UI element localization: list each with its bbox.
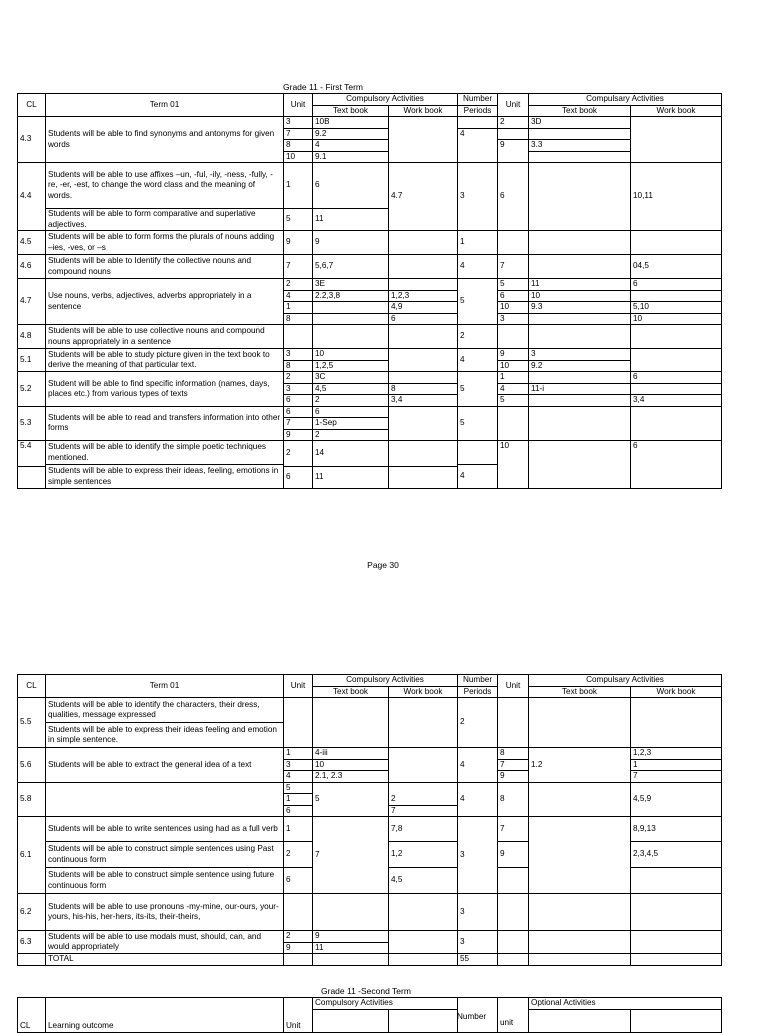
textbook2-cell xyxy=(529,372,631,384)
workbook2-cell: 1 xyxy=(631,759,722,771)
unit2-cell: 9 xyxy=(498,771,529,783)
workbook-cell xyxy=(389,255,458,279)
workbook2-cell: 3,4 xyxy=(631,395,722,407)
header-work-book-2 xyxy=(631,1009,722,1032)
header-text-book: Text book xyxy=(313,686,389,698)
cl-cell xyxy=(18,467,46,489)
header-text-book-2: Text book xyxy=(529,105,631,117)
textbook-cell: 14 xyxy=(313,441,389,467)
unit-cell: 3 xyxy=(284,383,313,395)
unit2-cell xyxy=(498,406,529,441)
unit-cell xyxy=(284,894,313,931)
periods-cell: 4 xyxy=(458,465,498,489)
unit2-cell xyxy=(498,894,529,931)
outcome-cell: Students will be able to express their ideas feeling and emotion in simple sentence. xyxy=(46,723,284,748)
cl-cell: 4.4 xyxy=(18,163,46,231)
total-periods: 55 xyxy=(458,954,498,966)
unit-cell: 2 xyxy=(284,279,313,291)
unit2-cell: 8 xyxy=(498,748,529,760)
unit-cell: 1 xyxy=(284,794,313,806)
cl-cell: 5.1 xyxy=(18,349,46,372)
outcome-cell: Students will be able to form forms the plurals of nouns adding –ies, -ves, or –s xyxy=(46,231,284,255)
outcome-cell: Student will be able to find specific information (names, days, places etc.) from various types of texts xyxy=(46,372,284,407)
workbook-cell: 4,9 xyxy=(389,302,458,314)
header-optional-activities: Optional Activities xyxy=(529,998,722,1010)
workbook-cell: 4.7 xyxy=(389,163,458,231)
cl-cell xyxy=(18,954,46,966)
header-unit: Unit xyxy=(284,998,313,1033)
outcome-cell: Use nouns, verbs, adjectives, adverbs appropriately in a sentence xyxy=(46,279,284,325)
unit2-cell xyxy=(498,931,529,954)
textbook-cell: 11 xyxy=(313,209,389,231)
unit-cell: 1 xyxy=(284,163,313,209)
unit2-cell xyxy=(498,128,529,140)
cl-cell: 5.8 xyxy=(18,782,46,817)
cl-cell: 5.6 xyxy=(18,748,46,783)
header-cl: CL xyxy=(18,998,46,1033)
unit2-cell: 2 xyxy=(498,117,529,129)
cl-cell: 5.4 xyxy=(18,441,46,467)
periods-cell: 1 xyxy=(458,231,498,255)
textbook-cell: 2.1, 2.3 xyxy=(313,771,389,783)
unit-cell xyxy=(284,954,313,966)
unit-cell: 7 xyxy=(284,255,313,279)
workbook2-cell xyxy=(631,349,722,372)
header-cl: CL xyxy=(18,94,46,117)
workbook-cell xyxy=(389,931,458,954)
unit-cell: 9 xyxy=(284,429,313,441)
workbook2-cell: 8,9,13 xyxy=(631,817,722,842)
total-label: TOTAL xyxy=(46,954,284,966)
outcome-cell: Students will be able to construct simple sentences using Past continuous form xyxy=(46,842,284,868)
header-text-book xyxy=(313,1009,389,1032)
periods-cell: 4 xyxy=(458,255,498,279)
unit-cell xyxy=(284,698,313,748)
unit-cell: 3 xyxy=(284,349,313,361)
textbook2-cell: 10 xyxy=(529,290,631,302)
textbook2-cell xyxy=(529,325,631,349)
outcome-cell: Students will be able to use pronouns -my-mine, our-ours, your-yours, his-his, her-hers, its-its, their-theirs, xyxy=(46,894,284,931)
workbook2-cell: 10 xyxy=(631,313,722,325)
cl-cell: 4.3 xyxy=(18,117,46,163)
workbook-cell: 1,2 xyxy=(389,842,458,868)
workbook-cell xyxy=(389,231,458,255)
outcome-cell: Students will be able to write sentences using had as a full verb xyxy=(46,817,284,842)
textbook-cell: 3E xyxy=(313,279,389,291)
unit2-cell: 6 xyxy=(498,290,529,302)
second-term-number-label: Number xyxy=(457,1012,487,1021)
unit-cell: 3 xyxy=(284,759,313,771)
unit2-cell: 6 xyxy=(498,163,529,231)
header-term: Term 01 xyxy=(46,94,284,117)
header-unit-2: Unit xyxy=(498,94,529,117)
unit-cell: 6 xyxy=(284,406,313,418)
workbook2-cell xyxy=(631,290,722,302)
unit-cell: 5 xyxy=(284,782,313,794)
workbook2-cell: 5,10 xyxy=(631,302,722,314)
textbook-cell xyxy=(313,894,389,931)
header-term: Term 01 xyxy=(46,675,284,698)
unit-cell: 7 xyxy=(284,128,313,140)
header-work-book-2: Work book xyxy=(631,105,722,117)
workbook-cell: 4,5 xyxy=(389,868,458,894)
unit2-cell: 10 xyxy=(498,441,529,489)
textbook-cell: 5,6,7 xyxy=(313,255,389,279)
unit-cell: 9 xyxy=(284,942,313,954)
periods-cell: 3 xyxy=(458,163,498,231)
workbook2-cell xyxy=(631,698,722,748)
unit2-cell: 1 xyxy=(498,372,529,384)
workbook-cell: 6 xyxy=(389,313,458,325)
textbook-cell: 9 xyxy=(313,931,389,943)
periods-cell: 2 xyxy=(458,325,498,349)
textbook-cell: 4 xyxy=(313,140,389,152)
cl-cell: 5.5 xyxy=(18,698,46,748)
textbook2-cell xyxy=(529,395,631,407)
outcome-cell xyxy=(46,782,284,817)
periods-cell: 4 xyxy=(458,349,498,372)
unit-cell: 3 xyxy=(284,117,313,129)
textbook2-cell xyxy=(529,255,631,279)
unit2-cell xyxy=(498,325,529,349)
outcome-cell: Students will be able to construct simple sentence using future continuous form xyxy=(46,868,284,894)
unit2-cell xyxy=(498,231,529,255)
workbook-cell xyxy=(389,954,458,966)
header-work-book xyxy=(389,1009,458,1032)
workbook2-cell xyxy=(631,231,722,255)
header-compulsary-activities: Compulsary Activities xyxy=(529,94,722,106)
cl-cell: 4.6 xyxy=(18,255,46,279)
textbook2-cell: 11 xyxy=(529,279,631,291)
cl-cell: 4.5 xyxy=(18,231,46,255)
header-number: Number xyxy=(458,675,498,687)
unit-cell: 4 xyxy=(284,290,313,302)
workbook2-cell: 6 xyxy=(631,441,722,489)
outcome-cell: Students will be able to identify the characters, their dress, qualities, message expressed xyxy=(46,698,284,723)
cl-cell: 4.7 xyxy=(18,279,46,325)
periods-cell: 5 xyxy=(458,372,498,407)
workbook2-cell: 7 xyxy=(631,771,722,783)
textbook2-cell: 11-i xyxy=(529,383,631,395)
header-number: Number xyxy=(458,94,498,106)
textbook-cell: 1-Sep xyxy=(313,418,389,430)
workbook2-cell: 4,5,9 xyxy=(631,782,722,817)
unit2-cell xyxy=(498,868,529,894)
header-text-book: Text book xyxy=(313,105,389,117)
unit-cell: 8 xyxy=(284,140,313,152)
workbook-cell xyxy=(389,279,458,291)
textbook-cell: 5 xyxy=(313,782,389,817)
textbook2-cell: 3 xyxy=(529,349,631,361)
header-work-book: Work book xyxy=(389,686,458,698)
second-term-unit-label: unit xyxy=(500,1018,514,1027)
cl-cell: 6.3 xyxy=(18,931,46,954)
textbook-cell: 2 xyxy=(313,429,389,441)
outcome-cell: Students will be able to use affixes –un, -ful, -ily, -ness, -fully, -re, -er, -est, to change the word class and the meaning of words. xyxy=(46,163,284,209)
textbook2-cell: 3.3 xyxy=(529,140,631,152)
textbook-cell: 3C xyxy=(313,372,389,384)
unit2-cell: 8 xyxy=(498,782,529,817)
workbook-cell: 2 xyxy=(389,782,458,805)
textbook2-cell xyxy=(529,698,631,748)
textbook2-cell: 9.2 xyxy=(529,360,631,372)
workbook-cell xyxy=(389,894,458,931)
workbook2-cell: 1,2,3 xyxy=(631,748,722,760)
workbook2-cell xyxy=(631,954,722,966)
cl-cell: 5.3 xyxy=(18,406,46,441)
unit2-cell: 10 xyxy=(498,360,529,372)
unit-cell: 5 xyxy=(284,209,313,231)
workbook-cell: 3,4 xyxy=(389,395,458,407)
textbook-cell: 7 xyxy=(313,817,389,894)
textbook-cell: 9.1 xyxy=(313,151,389,163)
periods-cell: 4 xyxy=(458,748,498,783)
unit-cell: 2 xyxy=(284,842,313,868)
textbook-cell: 10 xyxy=(313,759,389,771)
workbook-cell: 7,8 xyxy=(389,817,458,842)
header-unit: Unit xyxy=(284,94,313,117)
header-unit-2: Unit xyxy=(498,675,529,698)
textbook2-cell: 3D xyxy=(529,117,631,129)
textbook-cell: 4,5 xyxy=(313,383,389,395)
workbook2-cell: 6 xyxy=(631,372,722,384)
textbook2-cell xyxy=(529,163,631,231)
unit-cell: 1 xyxy=(284,817,313,842)
workbook-cell: 1,2,3 xyxy=(389,290,458,302)
textbook-cell: 11 xyxy=(313,942,389,954)
textbook-cell xyxy=(313,313,389,325)
header-compulsary-activities: Compulsary Activities xyxy=(529,675,722,687)
textbook-cell: 6 xyxy=(313,163,389,209)
workbook2-cell xyxy=(631,325,722,349)
unit-cell: 2 xyxy=(284,931,313,943)
outcome-cell: Students will be able to use modals must, should, can, and would appropriately xyxy=(46,931,284,954)
unit-cell: 6 xyxy=(284,467,313,489)
periods-cell: 3 xyxy=(458,894,498,931)
periods-cell: 2 xyxy=(458,698,498,748)
textbook2-cell xyxy=(529,128,631,140)
header-work-book: Work book xyxy=(389,105,458,117)
outcome-cell: Students will be able to identify the simple poetic techniques mentioned. xyxy=(46,441,284,465)
first-term-table-continued xyxy=(17,674,722,966)
unit-cell: 8 xyxy=(284,360,313,372)
header-unit: Unit xyxy=(284,675,313,698)
unit2-cell: 5 xyxy=(498,395,529,407)
textbook2-cell xyxy=(529,817,631,894)
header-learning-outcome: Learning outcome xyxy=(46,998,284,1033)
periods-cell: 5 xyxy=(458,406,498,441)
workbook-cell xyxy=(389,698,458,748)
textbook-cell: 10B xyxy=(313,117,389,129)
unit2-cell: 10 xyxy=(498,302,529,314)
cl-cell: 4.8 xyxy=(18,325,46,349)
unit-cell: 2 xyxy=(284,441,313,467)
unit2-cell: 9 xyxy=(498,140,529,163)
periods-cell: 3 xyxy=(458,931,498,954)
periods-cell xyxy=(458,117,498,129)
unit2-cell: 7 xyxy=(498,255,529,279)
workbook2-cell xyxy=(631,868,722,894)
textbook-cell xyxy=(313,698,389,748)
workbook-cell xyxy=(389,406,458,441)
header-cl: CL xyxy=(18,675,46,698)
textbook-cell: 11 xyxy=(313,467,389,489)
cl-cell: 6.1 xyxy=(18,817,46,894)
textbook-cell: 6 xyxy=(313,406,389,418)
textbook2-cell xyxy=(529,313,631,325)
textbook2-cell xyxy=(529,441,631,489)
unit-cell: 6 xyxy=(284,868,313,894)
textbook2-cell xyxy=(529,151,631,163)
unit-cell: 7 xyxy=(284,418,313,430)
workbook-cell xyxy=(389,372,458,384)
unit-cell: 2 xyxy=(284,372,313,384)
header-text-book-2: Text book xyxy=(529,686,631,698)
unit-cell: 6 xyxy=(284,395,313,407)
unit-cell: 4 xyxy=(284,771,313,783)
outcome-cell: Students will be able to Identify the collective nouns and compound nouns xyxy=(46,255,284,279)
unit-cell: 10 xyxy=(284,151,313,163)
textbook-cell xyxy=(313,302,389,314)
workbook2-cell xyxy=(631,406,722,441)
header-compulsory-activities: Compulsory Activities xyxy=(313,94,458,106)
second-term-table xyxy=(17,997,722,1033)
textbook2-cell xyxy=(529,954,631,966)
unit2-cell: 9 xyxy=(498,349,529,361)
textbook-cell: 2 xyxy=(313,395,389,407)
textbook-cell: 10 xyxy=(313,349,389,361)
periods-cell: 4 xyxy=(458,128,498,163)
outcome-cell: Students will be able to form comparative and superlative adjectives. xyxy=(46,209,284,231)
unit-cell: 8 xyxy=(284,313,313,325)
unit2-cell: 7 xyxy=(498,759,529,771)
header-text-book-2 xyxy=(529,1009,631,1032)
unit2-cell: 7 xyxy=(498,817,529,842)
grade-title-first-term: Grade 11 - First Term xyxy=(283,82,363,92)
periods-cell xyxy=(458,441,498,465)
workbook-cell xyxy=(389,349,458,372)
unit2-cell xyxy=(498,954,529,966)
textbook2-cell: 1.2 xyxy=(529,748,631,783)
workbook-cell xyxy=(389,748,458,783)
outcome-cell: Students will be able to find synonyms and antonyms for given words xyxy=(46,117,284,163)
grade-title-second-term: Grade 11 -Second Term xyxy=(321,986,411,996)
workbook-cell xyxy=(389,467,458,489)
textbook-cell: 9 xyxy=(313,231,389,255)
outcome-cell: Students will be able to study picture given in the text book to derive the meaning of that particular text. xyxy=(46,349,284,372)
outcome-cell: Students will be able to extract the general idea of a text xyxy=(46,748,284,783)
cl-cell: 5.2 xyxy=(18,372,46,407)
workbook2-cell xyxy=(631,894,722,931)
unit-cell xyxy=(284,325,313,349)
periods-cell: 5 xyxy=(458,279,498,325)
workbook-cell: 8 xyxy=(389,383,458,395)
unit-cell: 1 xyxy=(284,748,313,760)
textbook2-cell xyxy=(529,406,631,441)
unit-cell: 9 xyxy=(284,231,313,255)
textbook-cell: 9.2 xyxy=(313,128,389,140)
unit2-cell xyxy=(498,698,529,748)
unit2-cell: 5 xyxy=(498,279,529,291)
workbook2-cell: 10,11 xyxy=(631,163,722,231)
unit2-cell: 4 xyxy=(498,383,529,395)
textbook-cell: 4-iii xyxy=(313,748,389,760)
workbook2-cell xyxy=(631,383,722,395)
unit2-cell: 3 xyxy=(498,313,529,325)
unit-cell: 6 xyxy=(284,805,313,817)
workbook-cell xyxy=(389,441,458,467)
header-periods: Periods xyxy=(458,105,498,117)
workbook-cell: 7 xyxy=(389,805,458,817)
header-compulsory-activities: Compulsory Activities xyxy=(313,675,458,687)
textbook-cell: 1,2,5 xyxy=(313,360,389,372)
workbook2-cell: 04,5 xyxy=(631,255,722,279)
textbook2-cell: 9.3 xyxy=(529,302,631,314)
outcome-cell: Students will be able to use collective nouns and compound nouns appropriately in a sentence xyxy=(46,325,284,349)
first-term-table xyxy=(17,93,722,489)
textbook2-cell xyxy=(529,231,631,255)
header-periods: Periods xyxy=(458,686,498,698)
cl-cell: 6.2 xyxy=(18,894,46,931)
page-number: Page 30 xyxy=(367,560,399,570)
outcome-cell: Students will be able to express their ideas, feeling, emotions in simple sentences xyxy=(46,465,284,489)
textbook2-cell xyxy=(529,931,631,954)
workbook2-cell: 2,3,4,5 xyxy=(631,842,722,868)
unit-cell: 1 xyxy=(284,302,313,314)
textbook-cell xyxy=(313,954,389,966)
workbook2-cell xyxy=(631,931,722,954)
header-work-book-2: Work book xyxy=(631,686,722,698)
unit2-cell: 9 xyxy=(498,842,529,868)
header-compulsory-activities: Compulsory Activities xyxy=(313,998,458,1010)
workbook-cell xyxy=(389,325,458,349)
periods-cell: 4 xyxy=(458,782,498,817)
textbook-cell xyxy=(313,325,389,349)
workbook2-cell: 6 xyxy=(631,279,722,291)
workbook-cell xyxy=(389,117,458,163)
workbook2-cell xyxy=(631,117,722,163)
textbook2-cell xyxy=(529,894,631,931)
periods-cell: 3 xyxy=(458,817,498,894)
outcome-cell: Students will be able to read and transfers information into other forms xyxy=(46,406,284,441)
textbook-cell: 2.2,3,8 xyxy=(313,290,389,302)
textbook2-cell xyxy=(529,782,631,817)
